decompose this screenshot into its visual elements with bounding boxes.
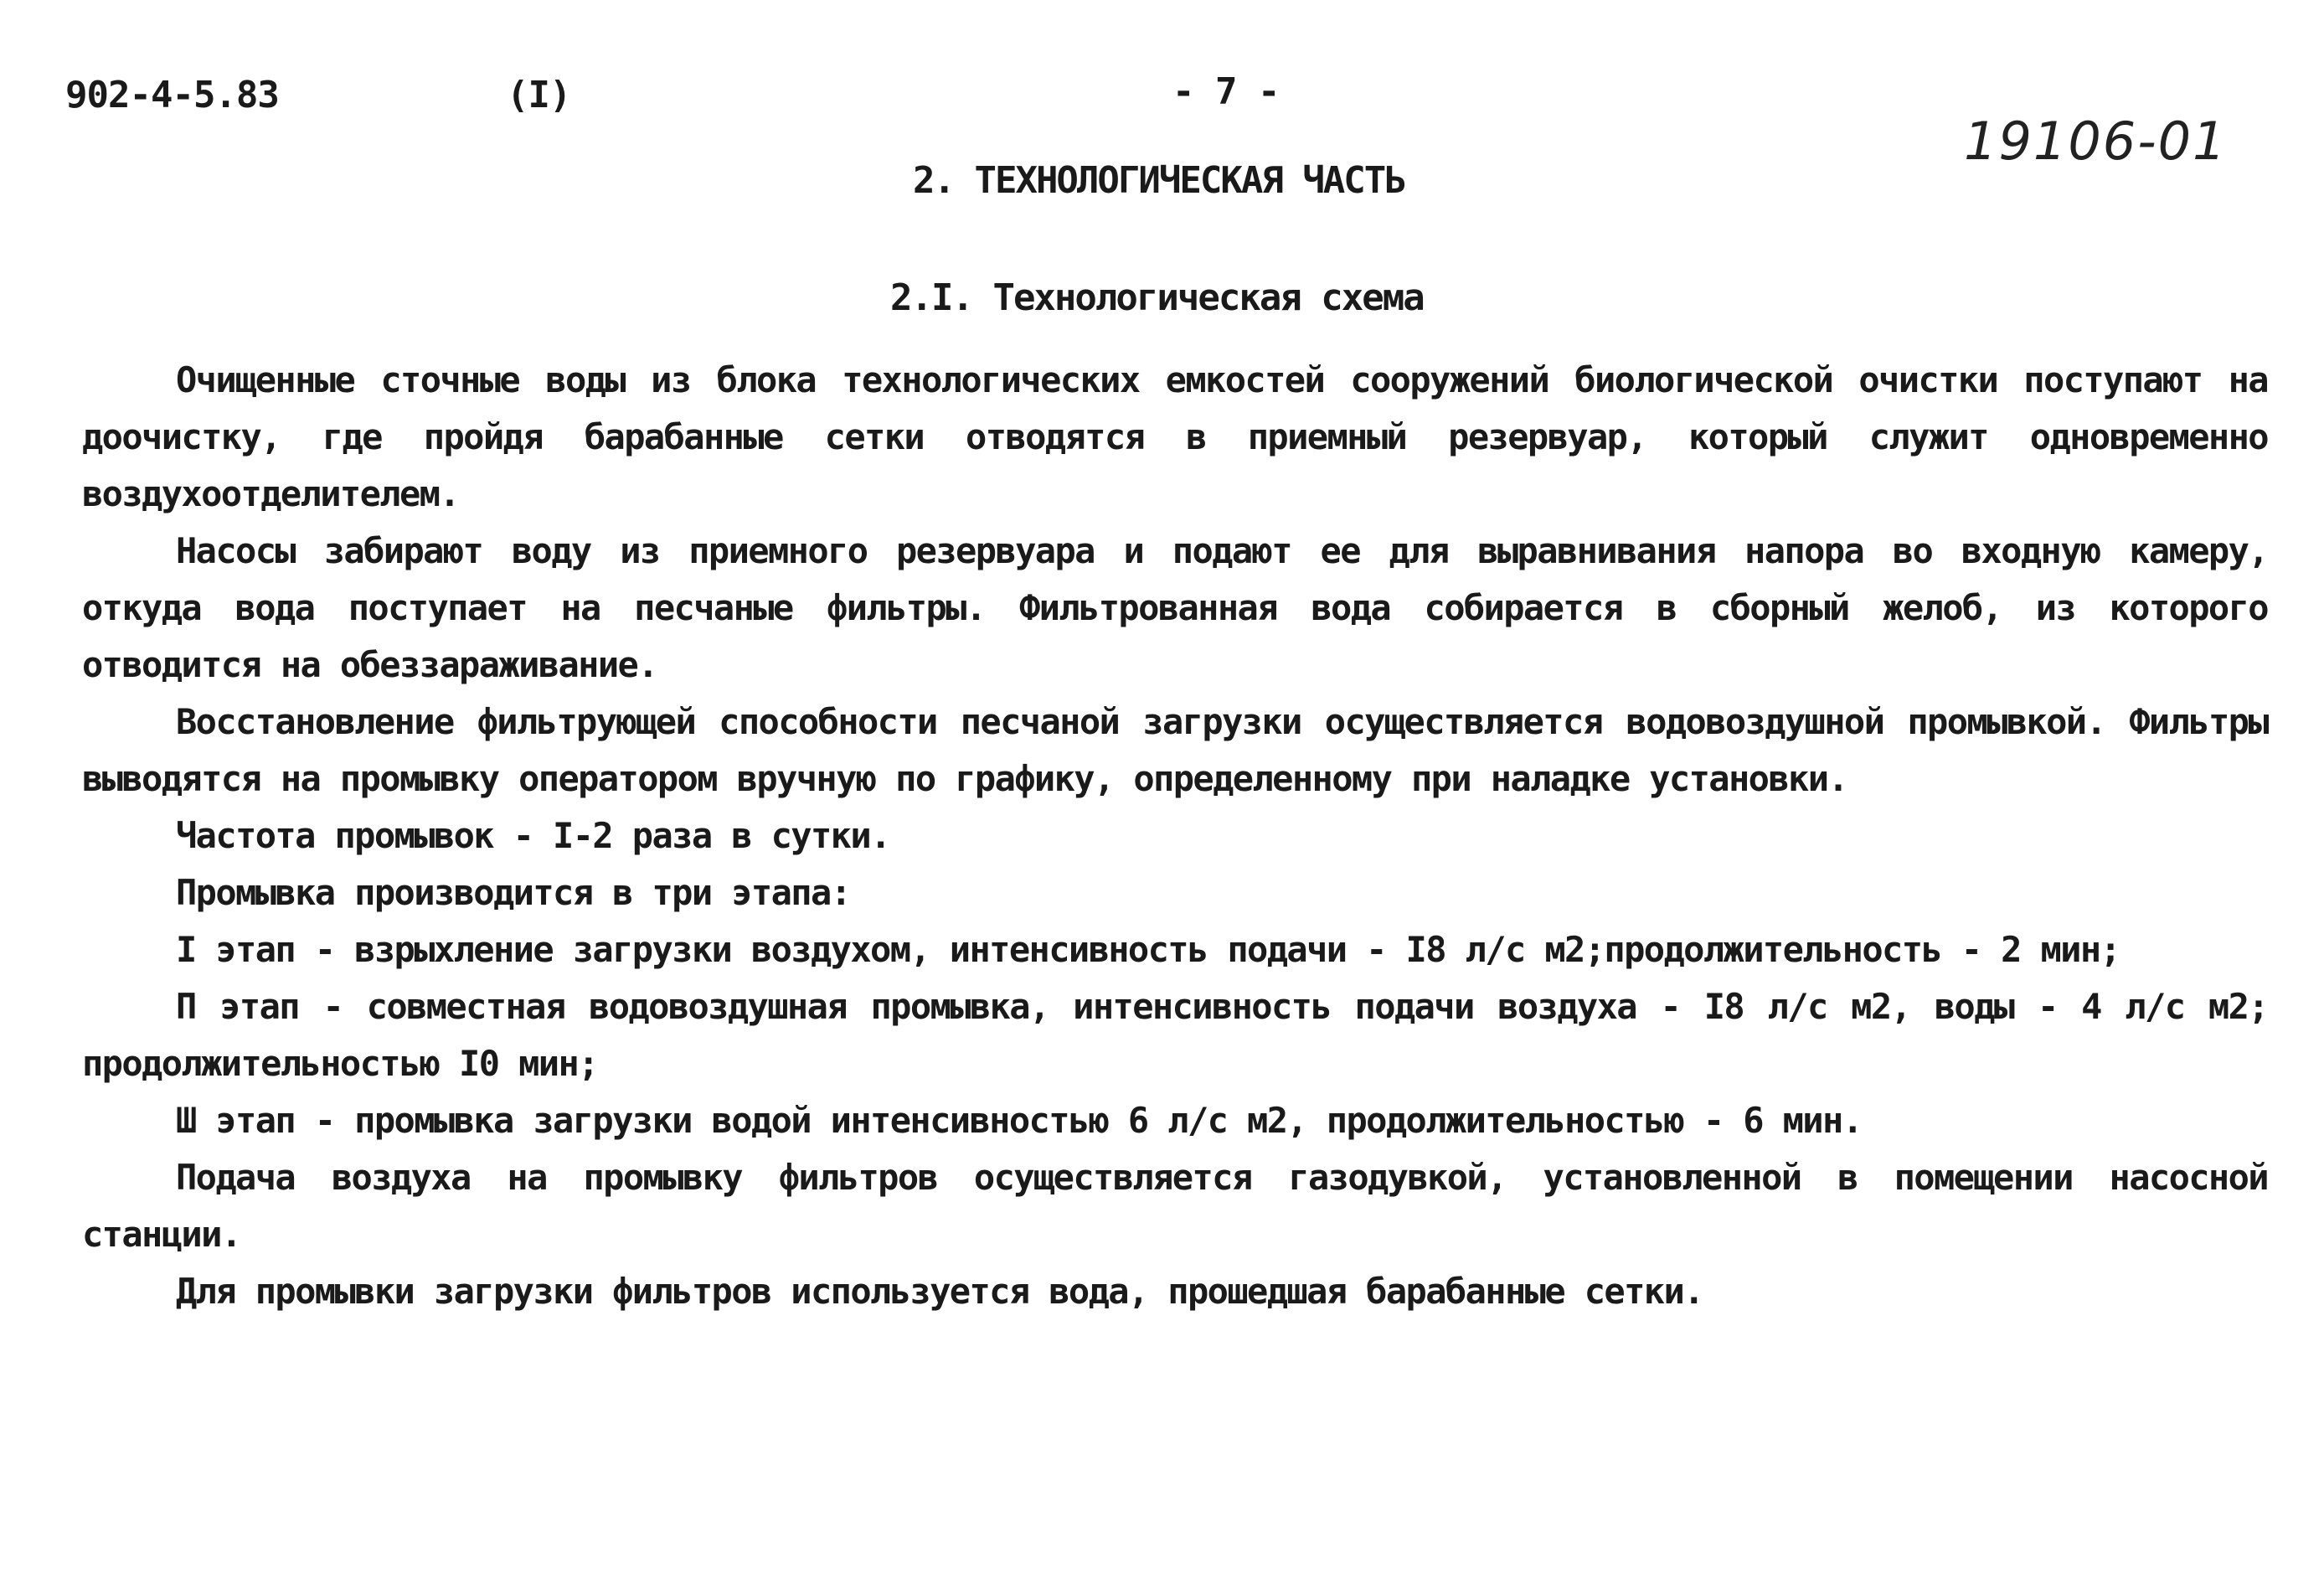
body-text — [82, 352, 2268, 1320]
paragraph: I этап - взрыхление загрузки воздухом, интенсивность подачи - I8 л/с м2;продолжительность - 2 мин; — [176, 929, 2120, 970]
paragraph: П этап - совместная водовоздушная промывка, интенсивность подачи воздуха - I8 л/с м2, воды - 4 л/с м2; продолжительностью I0 мин; — [82, 986, 2268, 1084]
handwritten-stamp: 19106-01 — [1964, 111, 2228, 172]
paragraph: Для промывки загрузки фильтров используется вода, прошедшая барабанные сетки. — [176, 1271, 1703, 1312]
paragraph: Очищенные сточные воды из блока технологических емкостей сооружений биологической очистки поступают на доочистку, где пройдя барабанные сетки отводятся в приемный резервуар, который служит одновременно воздухоотделителем. — [82, 359, 2268, 514]
paragraph: Восстановление фильтрующей способности песчаной загрузки осуществляется водовоздушной промывкой. Фильтры выводятся на промывку оператором вручную по графику, определенному при наладке установки. — [82, 701, 2268, 799]
paragraph: Подача воздуха на промывку фильтров осуществляется газодувкой, установленной в помещении насосной станции. — [82, 1157, 2268, 1255]
subsection-title: 2.I. Технологическая схема — [890, 276, 1424, 319]
paragraph: Насосы забирают воду из приемного резервуара и подают ее для выравнивания напора во входную камеру, откуда вода поступает на песчаные фильтры. Фильтрованная вода собирается в сборный желоб, из которого отводится на обеззараживание. — [82, 530, 2268, 685]
paragraph: Ш этап - промывка загрузки водой интенсивностью 6 л/с м2, продолжительностью - 6 мин. — [176, 1100, 1863, 1141]
section-title: 2. ТЕХНОЛОГИЧЕСКАЯ ЧАСТЬ — [913, 159, 1405, 202]
document-code: 902-4-5.83 — [65, 74, 279, 116]
page-number: - 7 - — [1172, 70, 1280, 113]
paragraph: Частота промывок - I-2 раза в сутки. — [176, 815, 890, 856]
paragraph: Промывка производится в три этапа: — [176, 872, 851, 913]
sheet-number: (I) — [507, 74, 571, 116]
